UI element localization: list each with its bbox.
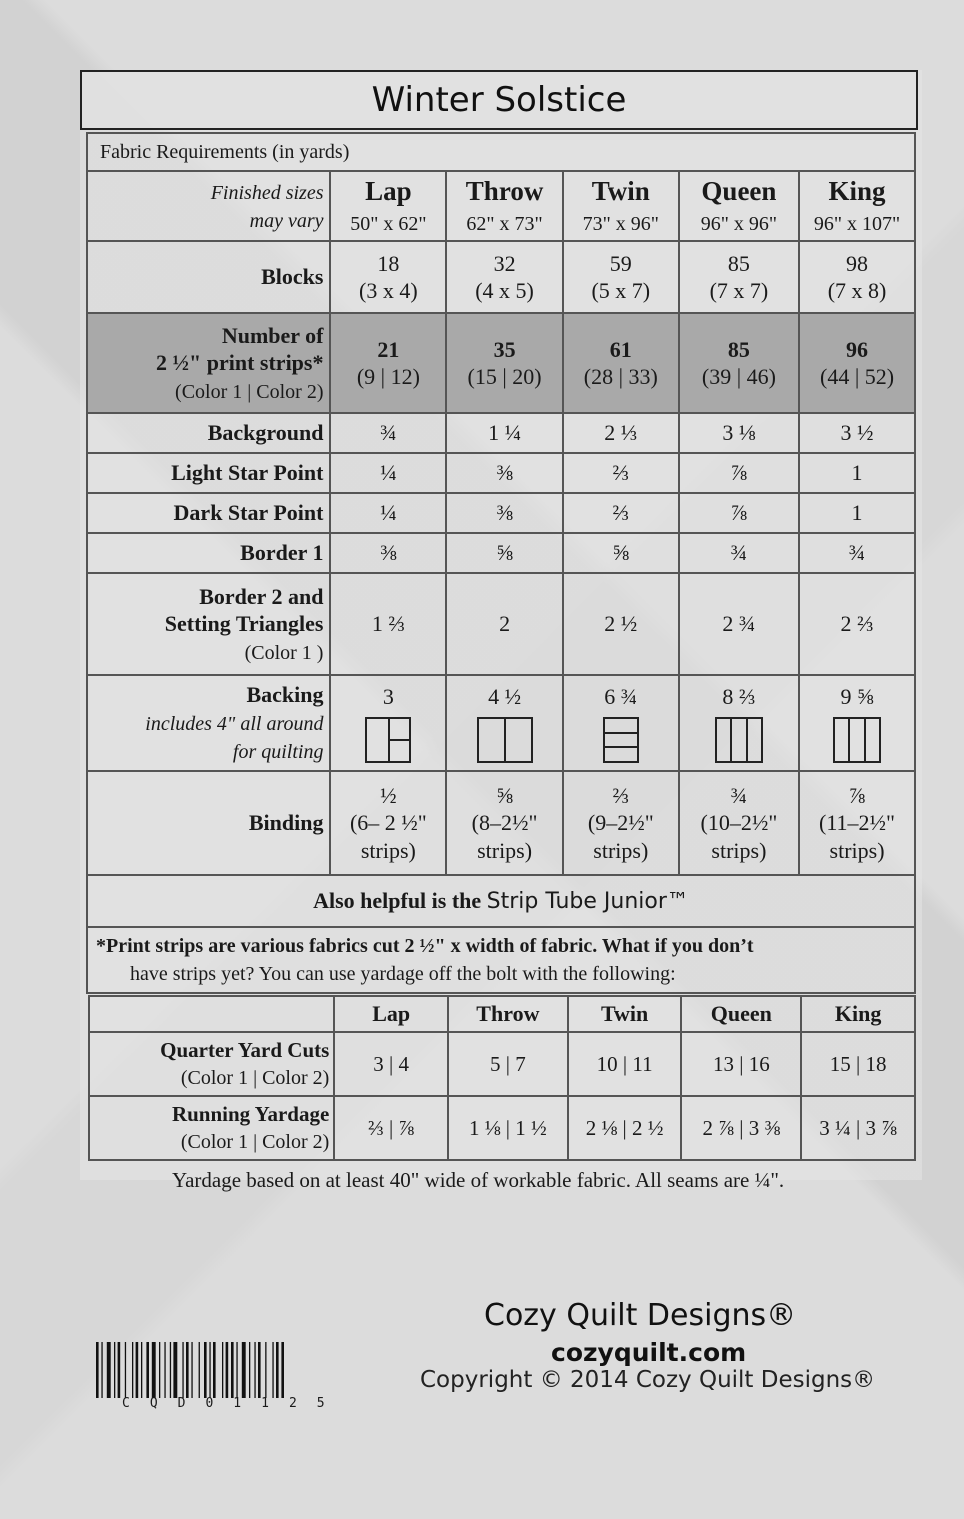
binding-row: Binding ½ (6– 2 ½" strips) ⅝ (8–2½" strips) ⅔ (9–2½" strips) ¾ (10–2½" strips) ⅞ (11–2½" strips): [87, 771, 915, 875]
dark-star-point-row: Dark Star Point ¼ ⅜ ⅔ ⅞ 1: [87, 493, 915, 533]
barcode-number: CQD01125: [122, 1396, 345, 1411]
backing-layout-icon: [365, 717, 411, 763]
fabric-requirements-table: [86, 132, 916, 994]
size-twin: Twin 73" x 96": [563, 171, 679, 241]
yardage-footnote: Yardage based on at least 40" wide of workable fabric. All seams are ¼".: [172, 1168, 785, 1192]
light-star-point-row: Light Star Point ¼ ⅜ ⅔ ⅞ 1: [87, 453, 915, 493]
finished-sizes-label: Finished sizes may vary: [87, 171, 330, 241]
helpful-row: Also helpful is the Strip Tube Junior™: [87, 875, 915, 927]
size-queen: Queen 96" x 96": [679, 171, 799, 241]
brand-website: cozyquilt.com: [551, 1338, 747, 1367]
copyright-notice: Copyright © 2014 Cozy Quilt Designs®: [420, 1367, 876, 1393]
quarter-yard-row: Quarter Yard Cuts (Color 1 | Color 2) 3 | 4 5 | 7 10 | 11 13 | 16 15 | 18: [89, 1032, 915, 1096]
background-row: Background ¾ 1 ¼ 2 ⅓ 3 ⅛ 3 ½: [87, 413, 915, 453]
blocks-row: Blocks 18 (3 x 4) 32 (4 x 5) 59 (5 x 7) 85 (7 x 7) 98 (7 x 8): [87, 241, 915, 313]
print-strips-note: *Print strips are various fabrics cut 2 ½" x width of fabric. What if you don’t have strips yet? You can use yardage off the bolt with the following:: [87, 927, 915, 993]
backing-row: Backing includes 4" all around for quilting 3 4 ½ 6 ¾ 8 ⅔ 9 ⅝: [87, 675, 915, 771]
border-1-row: Border 1 ⅜ ⅝ ⅝ ¾ ¾: [87, 533, 915, 573]
print-strips-row: Number of 2 ½" print strips* (Color 1 | Color 2) 21 (9 | 12) 35 (15 | 20) 61 (28 | 33) 85 (39 | 46) 96 (44 | 52): [87, 313, 915, 413]
backing-layout-icon: [715, 717, 763, 763]
backing-layout-icon: [477, 717, 533, 763]
running-yardage-row: Running Yardage (Color 1 | Color 2) ⅔ | ⅞ 1 ⅛ | 1 ½ 2 ⅛ | 2 ½ 2 ⅞ | 3 ⅜ 3 ¼ | 3 ⅞: [89, 1096, 915, 1160]
size-throw: Throw 62" x 73": [446, 171, 563, 241]
strip-tube-brand: Strip Tube Junior™: [486, 888, 689, 914]
table-caption: Fabric Requirements (in yards): [87, 133, 915, 171]
barcode: [96, 1342, 342, 1398]
size-king: King 96" x 107": [799, 171, 915, 241]
size-lap: Lap 50" x 62": [330, 171, 446, 241]
backing-layout-icon: [603, 717, 639, 763]
pattern-title: Winter Solstice: [80, 70, 918, 130]
border-2-row: Border 2 and Setting Triangles (Color 1 ) 1 ⅔ 2 2 ½ 2 ¾ 2 ⅔: [87, 573, 915, 675]
brand-name: Cozy Quilt Designs®: [484, 1298, 797, 1333]
backing-layout-icon: [833, 717, 881, 763]
yardage-alternative-table: Lap Throw Twin Queen King Quarter Yard Cuts (Color 1 | Color 2) 3 | 4 5 | 7 10 | 11 13 | 16 15 | 18 Running Yardage (Color 1 | Color 2) ⅔ | ⅞ 1 ⅛ | 1 ½ 2 ⅛ | 2 ½ 2 ⅞ | 3 ⅜ 3 ¼ | 3 ⅞: [88, 995, 916, 1161]
